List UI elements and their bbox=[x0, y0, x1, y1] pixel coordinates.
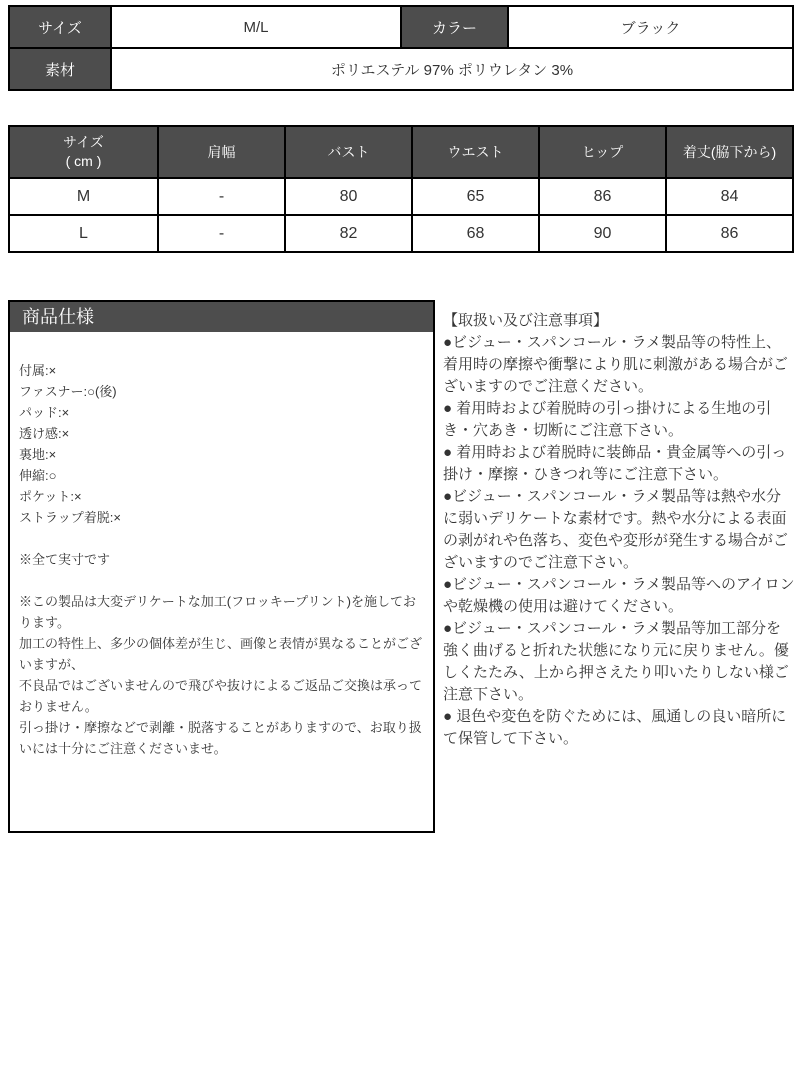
waist-header-cell: ウエスト bbox=[412, 126, 539, 178]
list-item: ファスナー:○(後) bbox=[19, 384, 117, 399]
value-cell: 90 bbox=[539, 215, 666, 252]
actual-size-note: ※全て実寸です bbox=[19, 552, 111, 567]
size-chart-header-row bbox=[9, 126, 793, 178]
care-bullet: ●ビジュー・スパンコール・ラメ製品等の特性上、着用時の摩擦や衝撃により肌に刺激がある場合がございますのでご注意ください。 bbox=[443, 334, 789, 395]
color-value-cell: ブラック bbox=[508, 6, 793, 48]
shoulder-width-header-cell: 肩幅 bbox=[158, 126, 285, 178]
product-details-content bbox=[10, 332, 433, 759]
value-cell: 86 bbox=[666, 215, 793, 252]
list-item: 透け感:× bbox=[19, 426, 70, 441]
table-row bbox=[9, 6, 793, 48]
list-item: 伸縮:○ bbox=[19, 468, 57, 483]
size-l-cell: L bbox=[9, 215, 158, 252]
list-item: ポケット:× bbox=[19, 489, 82, 504]
size-cm-header-cell bbox=[9, 126, 158, 178]
product-details-box bbox=[8, 300, 435, 833]
note-line: ※この製品は大変デリケートな加工(フロッキープリント)を施しております。 bbox=[19, 594, 416, 630]
value-cell: 80 bbox=[285, 178, 412, 215]
color-label-cell: カラー bbox=[401, 6, 508, 48]
table-row bbox=[9, 48, 793, 90]
size-header-line2: ( cm ) bbox=[65, 153, 102, 169]
size-chart-table bbox=[8, 125, 794, 253]
value-cell: 86 bbox=[539, 178, 666, 215]
size-label-cell: サイズ bbox=[9, 6, 111, 48]
care-bullet: ●ビジュー・スパンコール・ラメ製品等加工部分を強く曲げると折れた状態になり元に戻りません。優しくたたみ、上から押さえたり叩いたりしない様ご注意下さい。 bbox=[443, 620, 789, 703]
spacer bbox=[19, 570, 423, 591]
care-bullet: ● 退色や変色を防ぐためには、風通しの良い暗所にて保管して下さい。 bbox=[443, 708, 787, 747]
care-bullet: ● 着用時および着脱時に装飾品・貴金属等への引っ掛け・摩擦・ひきつれ等にご注意下さい。 bbox=[443, 444, 787, 483]
value-cell: 68 bbox=[412, 215, 539, 252]
product-details-title: 商品仕様 bbox=[10, 302, 433, 332]
value-cell: 65 bbox=[412, 178, 539, 215]
list-item: ストラップ着脱:× bbox=[19, 510, 121, 525]
list-item: 裏地:× bbox=[19, 447, 57, 462]
note-line: 不良品ではございませんので飛びや抜けによるご返品ご交換は承っておりません。 bbox=[19, 678, 423, 714]
material-label-cell: 素材 bbox=[9, 48, 111, 90]
size-value-cell: M/L bbox=[111, 6, 401, 48]
care-bullet: ●ビジュー・スパンコール・ラメ製品等は熱や水分に弱いデリケートな素材です。熱や水分による表面の剥がれや色落ち、変色や変形が発生する場合がございますのでご注意下さい。 bbox=[443, 488, 789, 571]
bust-header-cell: バスト bbox=[285, 126, 412, 178]
list-item: 付属:× bbox=[19, 363, 57, 378]
table-row-size-m bbox=[9, 178, 793, 215]
care-instructions bbox=[443, 310, 795, 750]
size-header-line1: サイズ bbox=[63, 134, 104, 150]
value-cell: 82 bbox=[285, 215, 412, 252]
material-value-cell: ポリエステル 97% ポリウレタン 3% bbox=[111, 48, 793, 90]
list-item: パッド:× bbox=[19, 405, 70, 420]
note-line: 加工の特性上、多少の個体差が生じ、画像と表情が異なることがございますが、 bbox=[19, 636, 423, 672]
note-line: 引っ掛け・摩擦などで剥離・脱落することがありますので、お取り扱いには十分にご注意くださいませ。 bbox=[19, 720, 422, 756]
spacer bbox=[19, 528, 423, 549]
value-cell: - bbox=[158, 215, 285, 252]
care-bullet: ● 着用時および着脱時の引っ掛けによる生地の引き・穴あき・切断にご注意下さい。 bbox=[443, 400, 772, 439]
size-m-cell: M bbox=[9, 178, 158, 215]
value-cell: 84 bbox=[666, 178, 793, 215]
care-bullet: ●ビジュー・スパンコール・ラメ製品等へのアイロンや乾燥機の使用は避けてください。 bbox=[443, 576, 795, 615]
length-header-cell: 着丈(脇下から) bbox=[666, 126, 793, 178]
value-cell: - bbox=[158, 178, 285, 215]
hip-header-cell: ヒップ bbox=[539, 126, 666, 178]
care-instructions-title: 【取扱い及び注意事項】 bbox=[443, 312, 609, 329]
product-info-table bbox=[8, 5, 794, 91]
table-row-size-l bbox=[9, 215, 793, 252]
